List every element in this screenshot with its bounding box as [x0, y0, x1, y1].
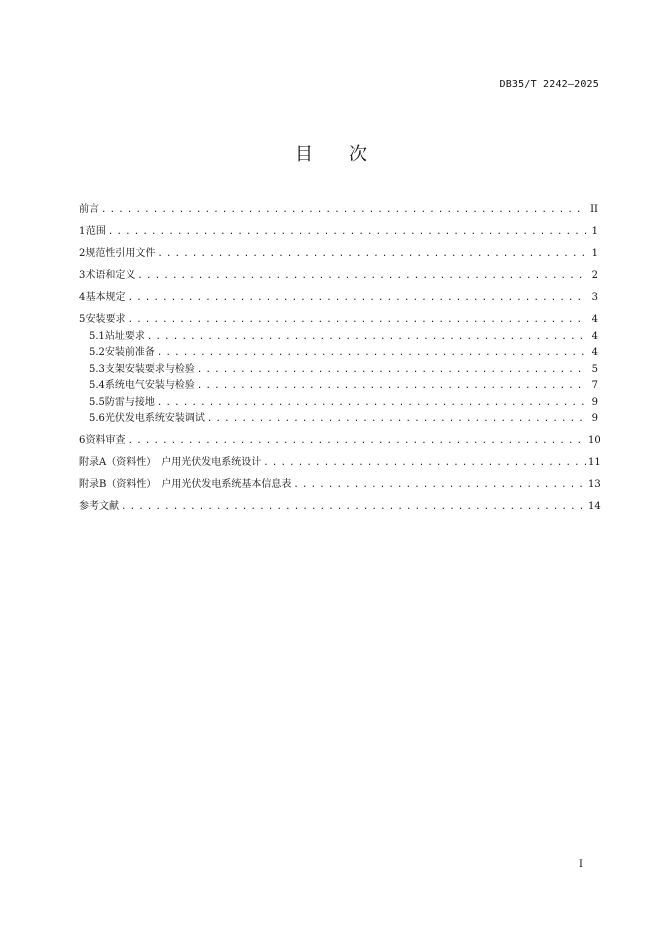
toc-leader-dots	[101, 202, 586, 219]
toc-leader-dots	[128, 312, 586, 329]
toc-entry-label: 范围	[85, 226, 106, 237]
toc-entry-label: 站址要求	[104, 330, 145, 342]
toc-entry-number: 5.1	[89, 330, 105, 342]
toc-leader-dots	[121, 499, 586, 516]
toc-entry-label: 系统电气安装与检验	[104, 380, 195, 391]
toc-entry-number: 3	[79, 270, 86, 281]
toc-entry-number: 5	[79, 314, 86, 325]
toc-entry-label: 参考文献	[79, 501, 119, 512]
toc-title-char-2: 次	[349, 144, 367, 165]
toc-entry-number: 5.2	[89, 347, 105, 358]
toc-leader-dots	[128, 290, 586, 307]
toc-entry-number: 5.5	[89, 396, 105, 408]
toc-entry-5-5[interactable]	[79, 395, 598, 412]
toc-leader-dots	[137, 268, 586, 285]
toc-title-char-1: 目	[295, 144, 313, 165]
toc-leader-dots	[207, 411, 586, 428]
toc-entry-label: 附录B（资料性） 户用光伏发电系统基本信息表	[79, 479, 292, 490]
toc-entry-number: 5.4	[89, 380, 105, 391]
toc-entry-6[interactable]	[79, 433, 601, 450]
toc-leader-dots	[108, 224, 586, 241]
toc-entry-label: 资料审查	[85, 435, 126, 446]
toc-leader-dots	[128, 433, 586, 450]
toc-entry-appendix-a[interactable]	[79, 455, 601, 472]
toc-title	[0, 140, 662, 166]
toc-entry-label: 安装前准备	[104, 347, 155, 358]
toc-entry-page: 13	[588, 479, 601, 490]
toc-leader-dots	[157, 345, 586, 362]
toc-entry-page: 9	[591, 396, 598, 408]
toc-entry-page: 7	[591, 380, 598, 391]
toc-entry-number: 4	[79, 292, 86, 303]
toc-entry-page: 1	[591, 248, 598, 259]
toc-entry-label: 附录A（资料性） 户用光伏发电系统设计	[79, 457, 262, 468]
toc-entry-number: 2	[79, 248, 86, 259]
toc-entry-preface[interactable]	[79, 202, 598, 219]
toc-entry-number: 5.6	[89, 413, 105, 424]
toc-entry-5-2[interactable]	[79, 345, 598, 362]
toc-entry-5-1[interactable]	[79, 329, 598, 346]
toc-entry-label: 光伏发电系统安装调试	[104, 413, 205, 424]
toc-entry-1[interactable]	[79, 224, 598, 241]
toc-leader-dots	[293, 477, 586, 494]
toc-entry-5[interactable]	[79, 312, 598, 329]
toc-entry-4[interactable]	[79, 290, 598, 307]
toc-entry-3[interactable]	[79, 268, 598, 285]
toc-entry-page: 3	[591, 292, 598, 303]
toc-entry-number: 1	[79, 226, 86, 237]
toc-entry-5-3[interactable]	[79, 362, 598, 379]
document-code: DB35/T 2242—2025	[499, 79, 599, 90]
toc-entry-5-6[interactable]	[79, 411, 598, 428]
toc-leader-dots	[197, 378, 586, 395]
toc-entry-label: 支架安装要求与检验	[104, 363, 195, 375]
toc-entry-references[interactable]	[79, 499, 601, 516]
toc-leader-dots	[157, 395, 586, 412]
toc-entry-page: 10	[588, 435, 601, 446]
toc-entry-page: 1	[591, 226, 598, 237]
toc-entry-label: 防雷与接地	[104, 396, 155, 408]
toc-entry-page: II	[590, 204, 598, 215]
toc-entry-number: 6	[79, 435, 86, 446]
toc-leader-dots	[157, 246, 586, 263]
toc-entry-number: 5.3	[89, 363, 105, 375]
toc-entry-5-4[interactable]	[79, 378, 598, 395]
toc-entry-page: 9	[591, 413, 598, 424]
page-number: I	[579, 859, 583, 870]
toc-entry-label: 基本规定	[85, 292, 126, 303]
toc-entry-page: 11	[588, 457, 601, 468]
toc-entry-label: 术语和定义	[85, 270, 136, 281]
toc-leader-dots	[147, 329, 586, 346]
toc-entry-page: 5	[591, 363, 598, 375]
toc-entry-label: 安装要求	[85, 314, 126, 325]
toc-entry-page: 4	[591, 347, 598, 358]
toc-entry-appendix-b[interactable]	[79, 477, 601, 494]
toc-entry-page: 14	[588, 501, 601, 512]
toc-entry-page: 2	[591, 270, 598, 281]
toc-leader-dots	[263, 455, 586, 472]
toc-entry-page: 4	[591, 314, 598, 325]
toc-leader-dots	[197, 362, 586, 379]
toc-entry-label: 前言	[79, 204, 99, 215]
toc-entry-2[interactable]	[79, 246, 598, 263]
toc-entry-page: 4	[591, 330, 598, 342]
table-of-contents	[79, 202, 601, 516]
toc-entry-label: 规范性引用文件	[85, 248, 156, 259]
